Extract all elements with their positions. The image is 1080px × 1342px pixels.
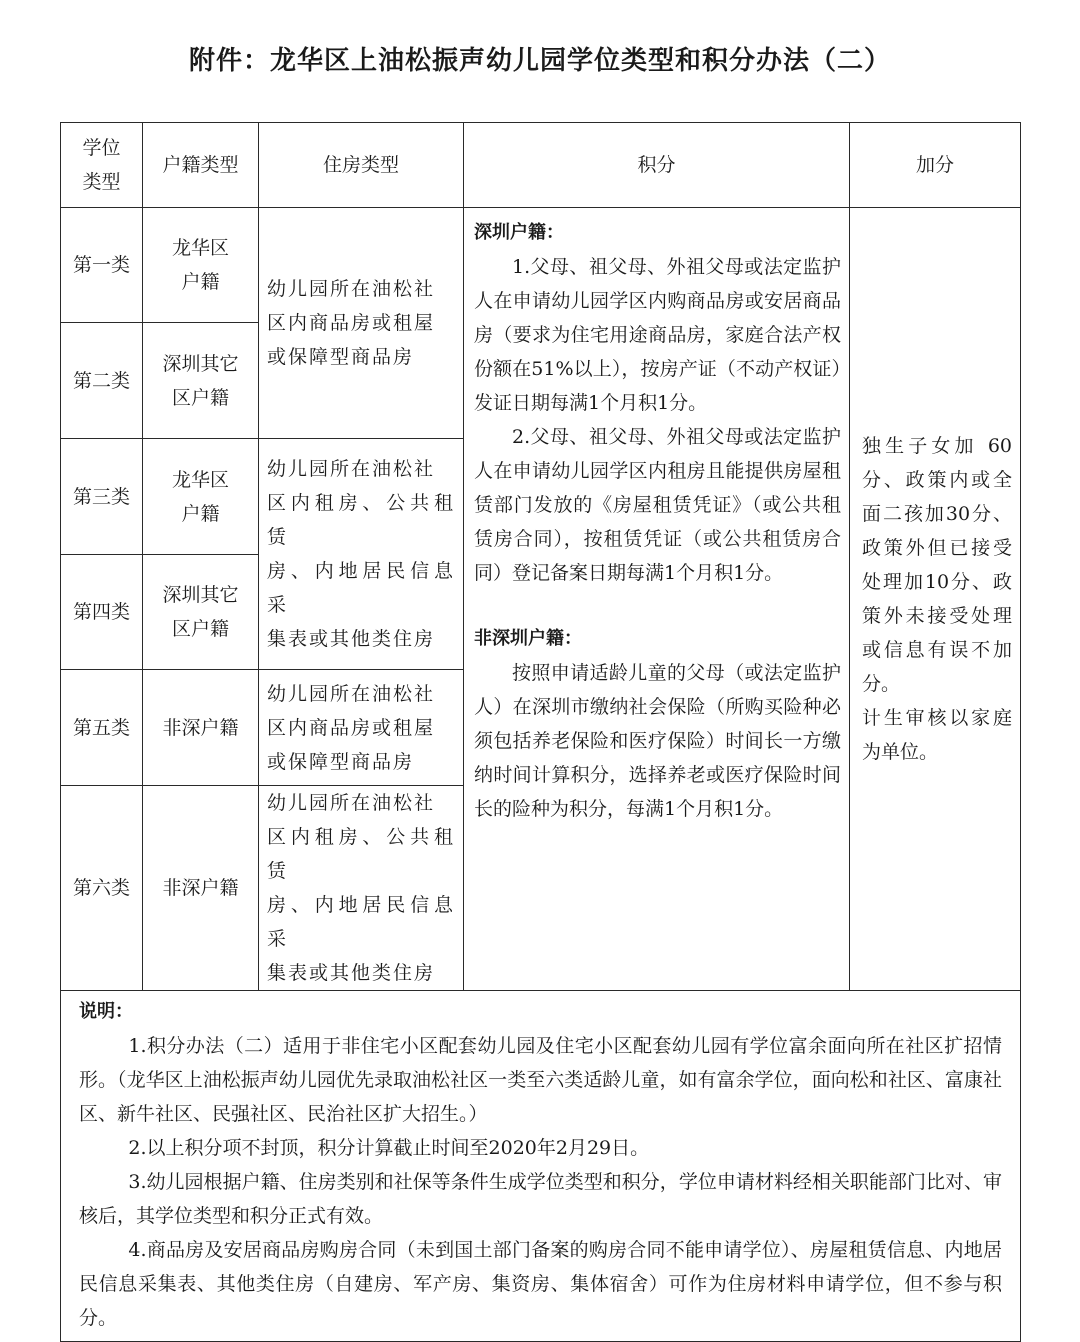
degree-type-cell: 第六类 bbox=[61, 786, 143, 991]
housing-line: 幼儿园所在油松社 bbox=[267, 792, 436, 814]
hukou-cell bbox=[143, 323, 259, 439]
note-item: 2.以上积分项不封顶，积分计算截止时间至2020年2月29日。 bbox=[128, 1137, 650, 1159]
housing-line: 集表或其他类住房 bbox=[267, 962, 436, 984]
housing-cell bbox=[259, 439, 464, 670]
hukou-cell bbox=[143, 670, 259, 786]
housing-line: 集表或其他类住房 bbox=[267, 628, 436, 650]
hukou-line: 龙华区 bbox=[171, 468, 229, 491]
housing-line: 或保障型商品房 bbox=[267, 750, 415, 773]
degree-type-cell: 第四类 bbox=[61, 555, 143, 670]
note-item: 3.幼儿园根据户籍、住房类别和社保等条件生成学位类型和积分，学位申请材料经相关职能部门比对、审核后，其学位类型和积分正式有效。 bbox=[79, 1171, 1002, 1227]
housing-line: 区内商品房或租屋 bbox=[267, 716, 436, 739]
hukou-cell bbox=[143, 786, 259, 991]
table-header-row bbox=[61, 123, 1021, 208]
header-score: 积分 bbox=[464, 123, 850, 208]
score-cell bbox=[464, 208, 850, 991]
note-item: 1.积分办法（二）适用于非住宅小区配套幼儿园及住宅小区配套幼儿园有学位富余面向所在社区扩招情形。（龙华区上油松振声幼儿园优先录取油松社区一类至六类适龄儿童，如有富余学位，面向松和社区、富康社区、新牛社区、民强社区、民治社区扩大招生。） bbox=[79, 1035, 1002, 1125]
housing-cell bbox=[259, 208, 464, 439]
header-degree-type-line2: 类型 bbox=[82, 171, 121, 193]
housing-line: 区内租房、公共租赁 bbox=[267, 492, 455, 548]
hukou-line: 非深户籍 bbox=[162, 877, 239, 899]
table-row bbox=[61, 208, 1021, 323]
hukou-cell bbox=[143, 208, 259, 323]
housing-cell bbox=[259, 786, 464, 991]
score-non-shenzhen-text: 按照申请适龄儿童的父母（或法定监护人）在深圳市缴纳社会保险（所购买险种必须包括养老保险和医疗保险）时间长一方缴纳时间计算积分，选择养老或医疗保险时间长的险种为积分，每满1个月积1分。 bbox=[474, 662, 841, 820]
housing-cell bbox=[259, 670, 464, 786]
header-hukou-type: 户籍类型 bbox=[143, 123, 259, 208]
housing-line: 幼儿园所在油松社 bbox=[267, 458, 436, 480]
hukou-line: 非深户籍 bbox=[162, 716, 239, 739]
score-shenzhen-item-2: 2.父母、祖父母、外祖父母或法定监护人在申请幼儿园学区内租房且能提供房屋租赁部门发放的《房屋租赁凭证》（或公共租赁房合同），按租赁凭证（或公共租赁房合同）登记备案日期每满1个月积1分。 bbox=[474, 426, 841, 584]
admission-points-table bbox=[60, 122, 1021, 1342]
housing-line: 幼儿园所在油松社 bbox=[267, 278, 436, 300]
hukou-line: 户籍 bbox=[181, 271, 220, 293]
notes-cell bbox=[61, 991, 1021, 1342]
header-housing-type: 住房类型 bbox=[259, 123, 464, 208]
housing-line: 区内租房、公共租赁 bbox=[267, 826, 455, 882]
document-title: 附件：龙华区上油松振声幼儿园学位类型和积分办法（二） bbox=[188, 46, 891, 76]
notes-heading: 说明： bbox=[79, 1001, 133, 1022]
housing-line: 区内商品房或租屋 bbox=[267, 312, 436, 334]
housing-line: 房、内地居民信息采 bbox=[267, 894, 455, 950]
score-shenzhen-heading: 深圳户籍： bbox=[474, 222, 564, 243]
header-bonus: 加分 bbox=[850, 123, 1021, 208]
bonus-text-1: 独生子女加 60分、政策内或全面二孩加30分、政策外但已接受处理加10分、政策外未接受处理或信息有误不加分。 bbox=[862, 435, 1012, 695]
hukou-line: 户籍 bbox=[181, 502, 220, 525]
hukou-line: 区户籍 bbox=[171, 386, 229, 409]
housing-line: 或保障型商品房 bbox=[267, 346, 415, 368]
degree-type-cell: 第三类 bbox=[61, 439, 143, 555]
degree-type-cell: 第一类 bbox=[61, 208, 143, 323]
hukou-line: 深圳其它 bbox=[162, 352, 239, 375]
hukou-line: 区户籍 bbox=[171, 618, 229, 640]
hukou-cell bbox=[143, 555, 259, 670]
hukou-line: 龙华区 bbox=[171, 237, 229, 259]
score-shenzhen-item-1: 1.父母、祖父母、外祖父母或法定监护人在申请幼儿园学区内购商品房或安居商品房（要求为住宅用途商品房，家庭合法产权份额在51%以上），按房产证（不动产权证）发证日期每满1个月积1分。 bbox=[474, 256, 841, 414]
hukou-line: 深圳其它 bbox=[162, 584, 239, 606]
housing-line: 幼儿园所在油松社 bbox=[267, 682, 436, 705]
housing-line: 房、内地居民信息采 bbox=[267, 560, 455, 616]
bonus-text-2: 计生审核以家庭为单位。 bbox=[862, 707, 1012, 763]
degree-type-cell: 第二类 bbox=[61, 323, 143, 439]
header-degree-type bbox=[61, 123, 143, 208]
note-item: 4.商品房及安居商品房购房合同（未到国土部门备案的购房合同不能申请学位）、房屋租赁信息、内地居民信息采集表、其他类住房（自建房、军产房、集资房、集体宿舍）可作为住房材料申请学位，但不参与积分。 bbox=[79, 1239, 1002, 1329]
bonus-cell bbox=[850, 208, 1021, 991]
notes-row bbox=[61, 991, 1021, 1342]
degree-type-cell: 第五类 bbox=[61, 670, 143, 786]
hukou-cell bbox=[143, 439, 259, 555]
score-non-shenzhen-heading: 非深圳户籍： bbox=[474, 628, 582, 649]
header-degree-type-line1: 学位 bbox=[82, 137, 121, 159]
